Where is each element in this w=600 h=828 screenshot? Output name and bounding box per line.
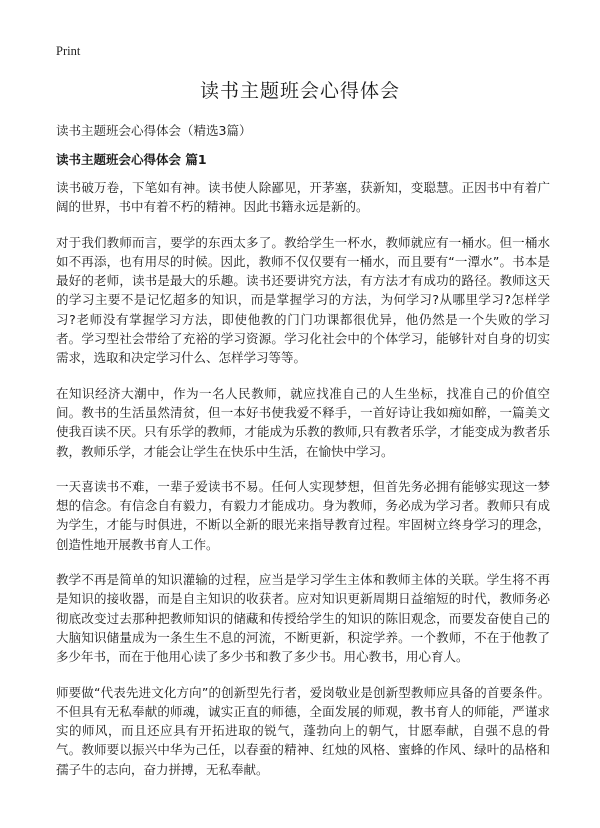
paragraph: 读书破万卷，下笔如有神。读书使人除鄙见，开茅塞，获新知，变聪慧。正因书中有着广阔的世界，书中有着不朽的精神。因此书籍永远是新的。	[56, 180, 550, 215]
document-body	[56, 178, 550, 795]
document-subtitle: 读书主题班会心得体会（精选3篇）	[56, 123, 252, 138]
paragraph: 师要做“代表先进文化方向”的创新型先行者，爱岗敬业是创新型教师应具备的首要条件。不但具有无私奉献的师魂，诚实正直的师德，全面发展的师观，教书育人的师能，严谨求实的师风，而且还应具有开拓进取的锐气，蓬勃向上的朝气，甘愿奉献，自强不息的骨气。教师要以振兴中华为己任，以春蚕的精神、红烛的风格、蜜蜂的作风、绿叶的品格和孺子牛的志向，奋力拼搏，无私奉献。	[56, 684, 550, 777]
paragraph: 对于我们教师而言，要学的东西太多了。教给学生一杯水，教师就应有一桶水。但一桶水如不再添，也有用尽的时候。因此，教师不仅仅要有一桶水，而且要有“一潭水”。书本是最好的老师，读书是最大的乐趣。读书还要讲究方法，有方法才有成功的路径。教师这天的学习主要不是记忆超多的知识，而是掌握学习的方法，为何学习?从哪里学习?怎样学习?老师没有掌握学习方法，即使他教的门门功课都很优异，他仍然是一个失败的学习者。学习型社会带给了充裕的学习资源。学习化社会中的个体学习，能够针对自身的切实需求，选取和决定学习什么、怎样学习等等。	[56, 234, 550, 366]
paragraph: 一天喜读书不难，一辈子爱读书不易。任何人实现梦想，但首先务必拥有能够实现这一梦想的信念。有信念自有毅力，有毅力才能成功。身为教师，务必成为学习者。教师只有成为学生，才能与时俱进，不断以全新的眼光来指导教育过程。牢固树立终身学习的理念，创造性地开展教书育人工作。	[56, 478, 550, 552]
paragraph: 在知识经济大潮中，作为一名人民教师，就应找准自己的人生坐标，找准自己的价值空间。教书的生活虽然清贫，但一本好书使我爱不释手，一首好诗让我如痴如醉，一篇美文使我百读不厌。只有乐学的教师，才能成为乐教的教师,只有教者乐学，才能变成为教者乐教，教师乐学，才能会让学生在快乐中生活，在愉快中学习。	[56, 385, 550, 459]
document-title: 读书主题班会心得体会	[199, 80, 400, 102]
section-heading: 读书主题班会心得体会 篇1	[56, 152, 207, 167]
paragraph: 教学不再是简单的知识灌输的过程，应当是学习学生主体和教师主体的关联。学生将不再是知识的接收器，而是自主知识的收获者。应对知识更新周期日益缩短的时代，教师务必彻底改变过去那种把教师知识的储藏和传授给学生的知识的陈旧观念，而要发奋使自己的大脑知识储量成为一条生生不息的河流，不断更新，积淀学养。一个教师，不在于他教了多少年书，而在于他用心读了多少书和教了多少书。用心教书，用心育人。	[56, 572, 550, 665]
print-link[interactable]: Print	[56, 44, 81, 58]
